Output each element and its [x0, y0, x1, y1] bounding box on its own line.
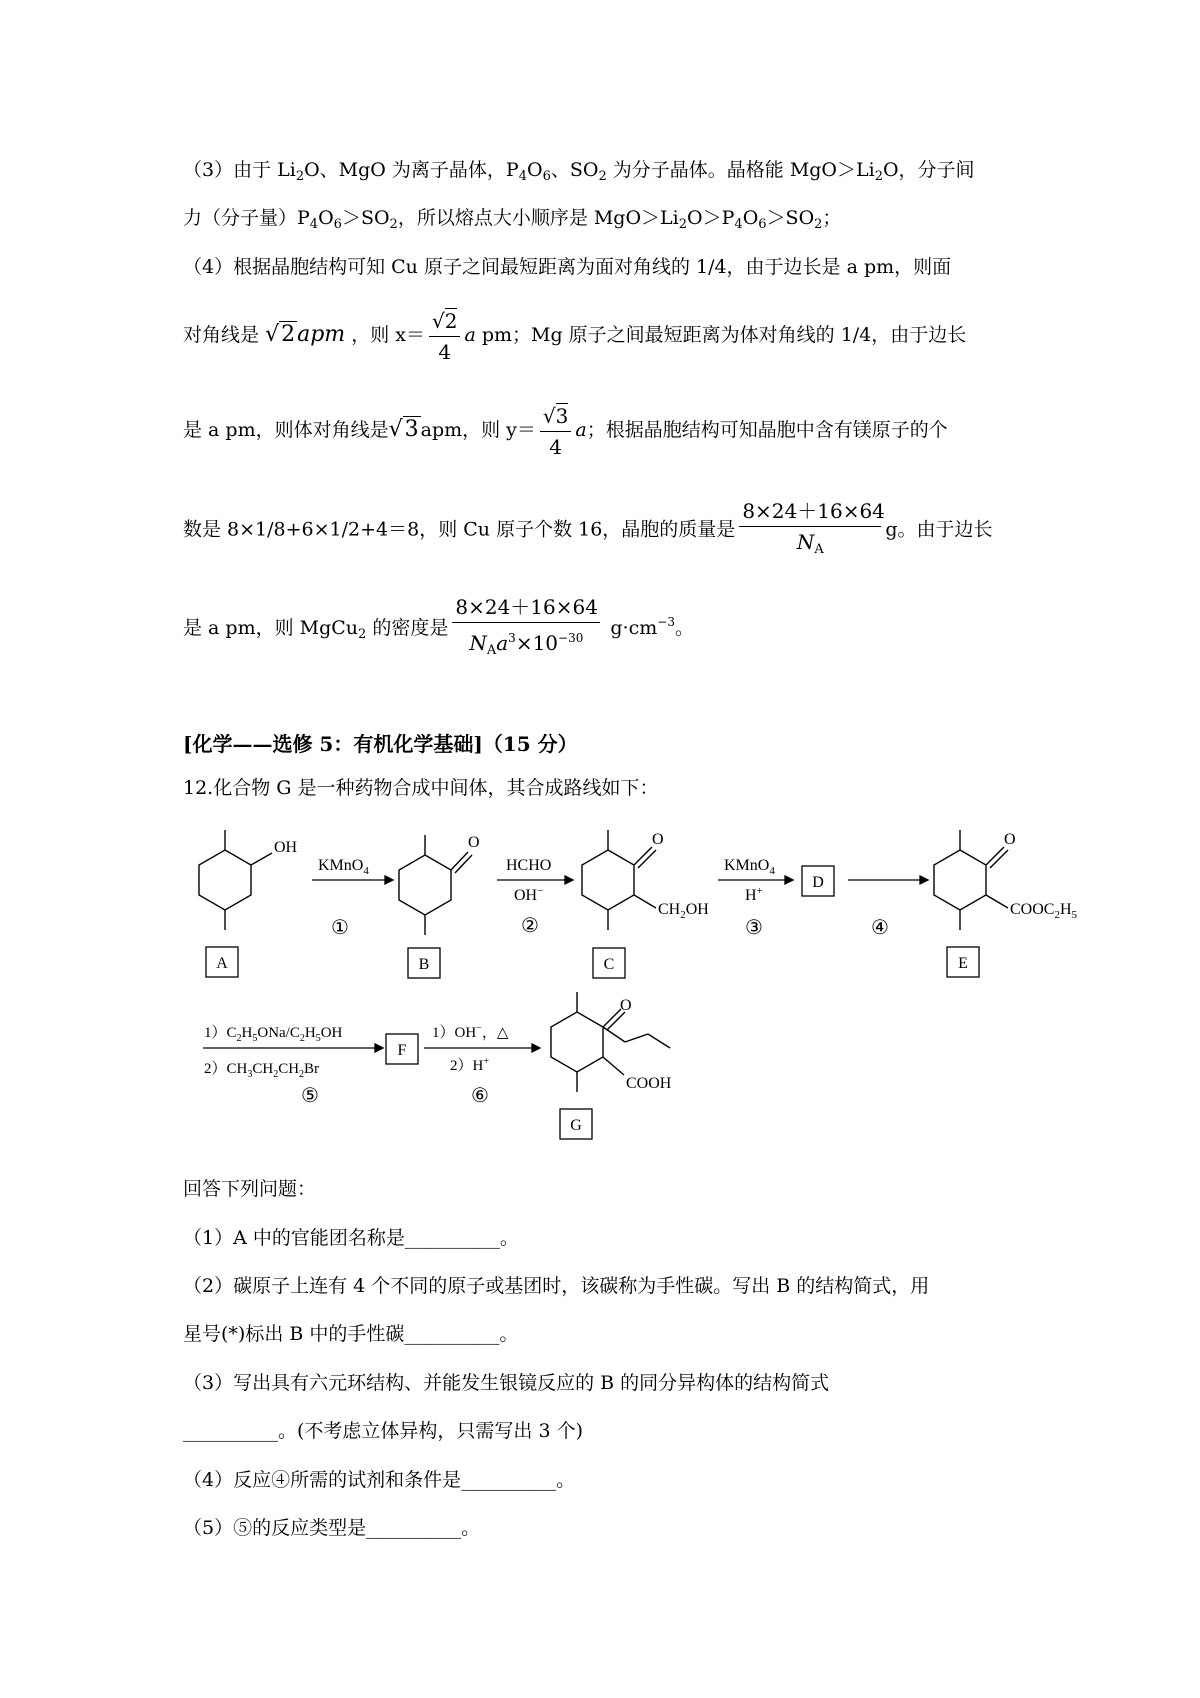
svg-text:A: A	[216, 955, 228, 972]
frac-density: $\frac{8\times 24+16\times 64}{N_Aa^3\times 10^{-30}}$	[452, 592, 600, 666]
p4-line4: 数是 8×1/8+6×1/2+4＝8，则 Cu 原子个数 16，晶胞的质量是 $\frac{8\times 24+16\times 64}{N_A}$ g。由于边长	[183, 496, 992, 565]
question-5: （5）⑤的反应类型是__________。	[183, 1517, 481, 1539]
svg-text:O: O	[468, 834, 480, 851]
svg-text:C: C	[603, 956, 615, 973]
svg-text:④: ④	[871, 917, 889, 939]
svg-text:HCHO: HCHO	[506, 857, 552, 874]
svg-text:2）CH3CH2CH2Br: $2)CH_3CH_2CH_2Br$	[204, 1061, 320, 1080]
question-3-line1: （3）写出具有六元环结构、并能发生银镜反应的 B 的同分异构体的结构简式	[183, 1372, 830, 1394]
svg-text:G: G	[570, 1117, 582, 1134]
svg-text:O: O	[620, 997, 632, 1014]
frac-mass: $\frac{8\times 24+16\times 64}{N_A}$	[739, 496, 881, 565]
p4-line3: 是 a pm，则体对角线是√3 apm，则 y＝ $\frac{√3}{4}$ a；根据晶胞结构可知晶胞中含有镁原子的个	[183, 400, 948, 462]
svg-text:D: D	[812, 874, 824, 891]
frac-sqrt3-4: $\frac{√3}{4}$	[540, 401, 571, 462]
question-2-line2: 星号(*)标出 B 中的手性碳__________。	[183, 1323, 519, 1345]
synthesis-scheme	[0, 820, 1200, 1140]
svg-text:CH2OH: $CH_2OH$	[658, 901, 709, 921]
svg-text:①: ①	[331, 917, 349, 939]
sqrt-3: √3	[388, 417, 419, 442]
svg-text:OH−: OH−	[514, 885, 544, 904]
p3-line1: （3）由于 $Li_2O$、MgO 为离子晶体，$P_4O_6$、$SO_2$ 为分子晶体。晶格能 $MgO>Li_2O$，分子间	[183, 159, 975, 184]
svg-text:③: ③	[745, 917, 763, 939]
svg-text:KMnO4: KMnO$_4$	[318, 857, 369, 877]
svg-text:2）H+: 2）H+	[450, 1056, 489, 1074]
svg-text:②: ②	[521, 915, 539, 937]
section-title: [化学——选修 5：有机化学基础]（15 分）	[183, 732, 578, 756]
p4-line5: 是 a pm，则 MgCu$_2$ 的密度是 $\frac{8\times 24+16\times 64}{N_Aa^3\times 10^{-30}}$ $g\cdot cm^{-3}$。	[183, 592, 694, 666]
svg-text:KMnO4: KMnO$_4$	[724, 857, 775, 877]
p4-line2: 对角线是 √2apm ，则 x＝ $\frac{√2}{4}$ a pm；Mg 原子之间最短距离为体对角线的 1/4，由于边长	[183, 305, 966, 367]
svg-text:OH: OH	[274, 839, 298, 856]
svg-text:1）C2H5ONa/C2H5OH: $1)C_2H_5ONa/C_2H_5OH$	[204, 1025, 343, 1044]
svg-text:⑥: ⑥	[471, 1085, 489, 1107]
question-3-line2: __________。(不考虑立体异构，只需写出 3 个)	[183, 1420, 583, 1442]
p3-line2: 力（分子量）$P_4O_6>SO_2$，所以熔点大小顺序是 $MgO>Li_2O>P_4O_6>SO_2$；	[183, 207, 842, 232]
svg-text:COOH: COOH	[626, 1075, 672, 1092]
svg-text:1）OH−，△: 1）OH−，△	[432, 1023, 509, 1041]
svg-text:⑤: ⑤	[301, 1085, 319, 1107]
svg-text:B: B	[418, 956, 430, 973]
q12-stem: 12.化合物 G 是一种药物合成中间体，其合成路线如下：	[183, 777, 659, 799]
question-1: （1）A 中的官能团名称是__________。	[183, 1227, 519, 1249]
svg-text:E: E	[958, 955, 968, 972]
answer-prompt: 回答下列问题：	[183, 1178, 317, 1200]
svg-text:COOC2H5: $COOC_2H_5$	[1010, 901, 1078, 921]
sqrt-2: √2	[265, 322, 296, 347]
p4-line1: （4）根据晶胞结构可知 Cu 原子之间最短距离为面对角线的 1/4，由于边长是 a pm，则面	[183, 256, 952, 278]
svg-text:F: F	[397, 1042, 407, 1059]
svg-text:O: O	[1004, 831, 1016, 848]
question-4: （4）反应④所需的试剂和条件是__________。	[183, 1469, 576, 1491]
question-2-line1: （2）碳原子上连有 4 个不同的原子或基团时，该碳称为手性碳。写出 B 的结构简式，用	[183, 1275, 930, 1297]
svg-text:H+: H+	[745, 885, 763, 904]
frac-sqrt2-4: $\frac{√2}{4}$	[429, 306, 460, 367]
svg-text:O: O	[652, 831, 664, 848]
